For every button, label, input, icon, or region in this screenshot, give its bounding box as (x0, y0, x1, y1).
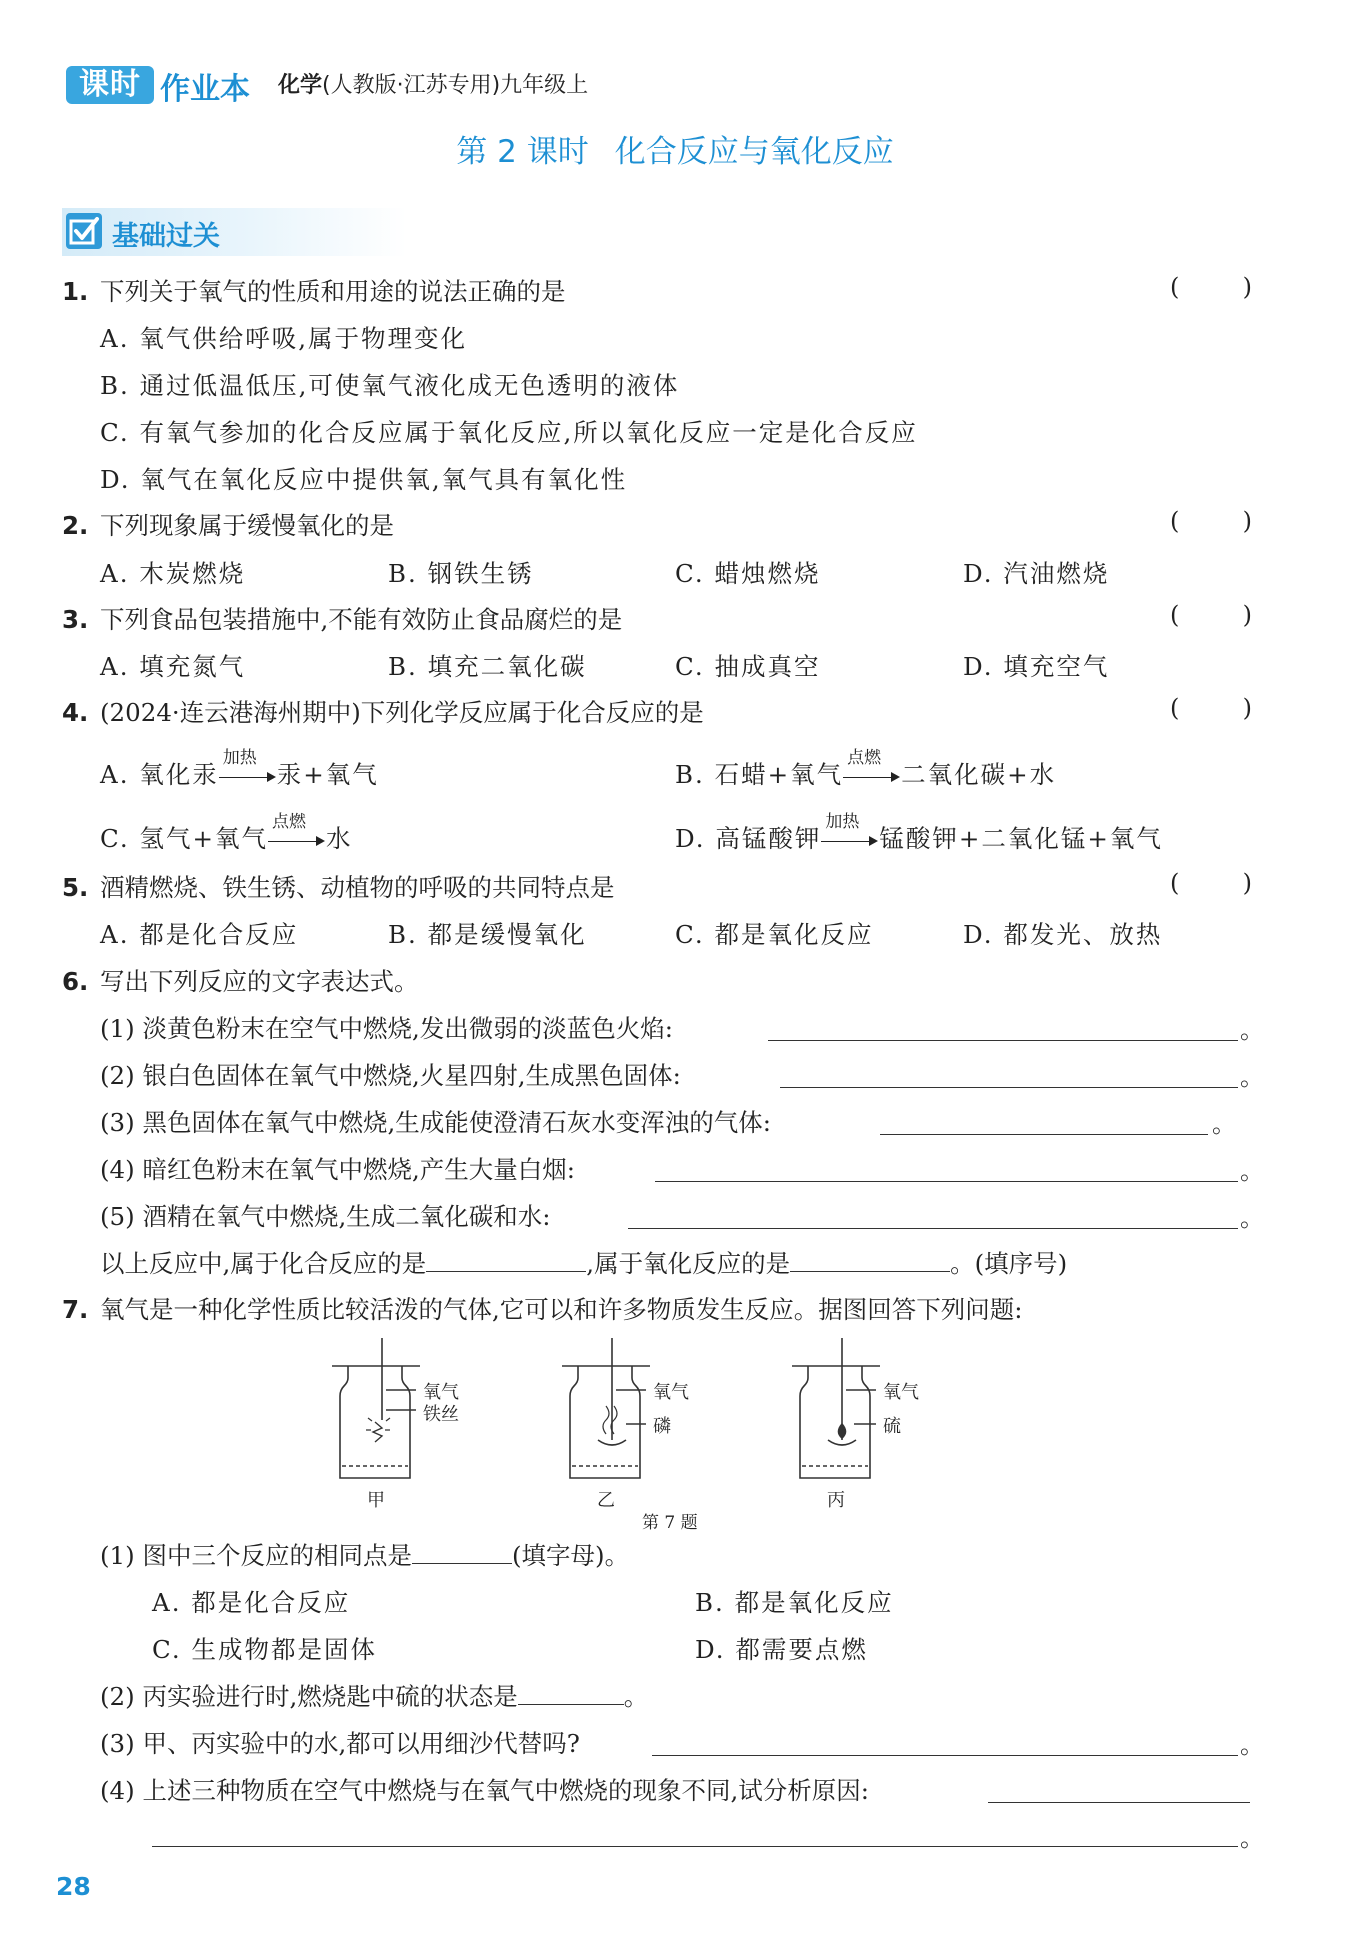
option-a: A. 都是化合反应 (152, 1588, 351, 1617)
gas-jar-iron (332, 1338, 420, 1478)
question-number: 3. (62, 605, 89, 634)
checkbox-check-icon (66, 213, 102, 249)
arrow-head-icon (891, 772, 900, 782)
option-d: D. 都需要点燃 (695, 1635, 868, 1664)
question-number: 5. (62, 873, 89, 902)
sub-question-tail: (填字母)。 (512, 1541, 630, 1570)
option-d: D. 都发光、放热 (963, 920, 1163, 949)
page-number: 28 (56, 1872, 91, 1901)
question-stem: 下列关于氧气的性质和用途的说法正确的是 (100, 277, 566, 306)
summary-text-oxidation: ,属于氧化反应的是 (586, 1249, 791, 1278)
gas-jar-sulfur (792, 1338, 880, 1478)
question-stem: (2024·连云港海州期中)下列化学反应属于化合反应的是 (100, 698, 704, 727)
option-a: A. 填充氮气 (100, 652, 246, 681)
lesson-name: 化合反应与氧化反应 (614, 134, 894, 170)
product: 水 (325, 824, 353, 853)
question-stem: 下列食品包装措施中,不能有效防止食品腐烂的是 (100, 605, 623, 634)
product: 汞+氧气 (276, 760, 379, 789)
answer-blank[interactable] (152, 1846, 1238, 1847)
answer-blank[interactable] (412, 1541, 512, 1564)
option-b: B. 填充二氧化碳 (388, 652, 587, 681)
period: 。 (1240, 1016, 1264, 1044)
sub-question-2: (2) 银白色固体在氧气中燃烧,火星四射,生成黑色固体: (100, 1061, 681, 1090)
summary-text-combination: 以上反应中,属于化合反应的是 (100, 1249, 427, 1278)
lesson-number: 第 2 课时 (456, 134, 589, 170)
option-c: C. 有氧气参加的化合反应属于氧化反应,所以氧化反应一定是化合反应 (100, 418, 918, 447)
brand-name: 作业本 (160, 72, 250, 107)
answer-blank[interactable] (628, 1228, 1238, 1229)
option-a (100, 747, 379, 791)
option-b: B. 通过低温低压,可使氧气液化成无色透明的液体 (100, 371, 680, 400)
period: 。 (1212, 1110, 1236, 1138)
period: 。 (1240, 1824, 1264, 1852)
question-1 (62, 273, 566, 308)
sub-question-1: (1) 淡黄色粉末在空气中燃烧,发出微弱的淡蓝色火焰: (100, 1014, 674, 1043)
answer-blank[interactable] (988, 1802, 1250, 1803)
arrow-head-icon (869, 836, 878, 846)
summary-text-tail: 。(填序号) (950, 1249, 1068, 1278)
option-b: B. 都是缓慢氧化 (388, 920, 587, 949)
question-number: 1. (62, 277, 89, 306)
option-b (675, 747, 1057, 791)
bracket-left: ( (1170, 694, 1180, 722)
answer-bracket[interactable] (1170, 869, 1252, 897)
period: 。 (623, 1682, 649, 1711)
question-6 (62, 963, 419, 998)
period: 。 (1240, 1157, 1264, 1185)
answer-blank[interactable] (768, 1040, 1238, 1041)
sub-question-3: (3) 甲、丙实验中的水,都可以用细沙代替吗? (100, 1729, 580, 1758)
sub-question-2 (100, 1678, 648, 1713)
product: 二氧化碳+水 (901, 760, 1057, 789)
sub-question-4: (4) 暗红色粉末在氧气中燃烧,产生大量白烟: (100, 1155, 576, 1184)
option-c: C. 生成物都是固体 (152, 1635, 377, 1664)
answer-bracket[interactable] (1170, 601, 1252, 629)
book-info (278, 68, 588, 99)
jar-label: 丙 (827, 1490, 845, 1511)
jar-label: 乙 (597, 1490, 615, 1511)
question-number: 2. (62, 511, 89, 540)
option-b: B. 钢铁生锈 (388, 559, 534, 588)
reaction-arrow (843, 747, 901, 787)
gas-label: 氧气 (423, 1382, 459, 1403)
experiment-figure (320, 1330, 1040, 1533)
jar-label: 甲 (367, 1490, 385, 1511)
substance-label: 铁丝 (423, 1404, 459, 1425)
reaction-condition: 点燃 (271, 811, 306, 832)
answer-blank[interactable] (880, 1134, 1208, 1135)
reactant: D. 高锰酸钾 (675, 824, 822, 853)
bracket-left: ( (1170, 601, 1180, 629)
answer-bracket[interactable] (1170, 507, 1252, 535)
reactant: B. 石蜡+氧气 (675, 760, 844, 789)
figure-caption: 第 7 题 (642, 1513, 698, 1533)
bracket-left: ( (1170, 869, 1180, 897)
sub-question-5: (5) 酒精在氧气中燃烧,生成二氧化碳和水: (100, 1202, 551, 1231)
brand-logo: 课时 (66, 66, 154, 104)
option-c: C. 都是氧化反应 (675, 920, 874, 949)
sub-question-4: (4) 上述三种物质在空气中燃烧与在氧气中燃烧的现象不同,试分析原因: (100, 1776, 870, 1805)
question-number: 7. (62, 1295, 89, 1324)
option-d (675, 811, 1163, 855)
bracket-left: ( (1170, 507, 1180, 535)
answer-blank[interactable] (655, 1181, 1238, 1182)
substance-label: 磷 (653, 1416, 671, 1437)
reaction-condition: 加热 (825, 811, 860, 832)
sub-question-text: (2) 丙实验进行时,燃烧匙中硫的状态是 (100, 1682, 518, 1711)
substance-label: 硫 (883, 1416, 901, 1437)
question-5 (62, 869, 615, 904)
question-2 (62, 507, 394, 542)
option-d: D. 汽油燃烧 (963, 559, 1110, 588)
bracket-right: ) (1242, 869, 1252, 897)
option-a: A. 木炭燃烧 (100, 559, 246, 588)
bracket-right: ) (1242, 694, 1252, 722)
bracket-right: ) (1242, 507, 1252, 535)
bracket-left: ( (1170, 273, 1180, 301)
lesson-title (0, 126, 1350, 171)
question-number: 4. (62, 698, 89, 727)
bracket-right: ) (1242, 273, 1252, 301)
summary-line (100, 1245, 1067, 1280)
answer-bracket[interactable] (1170, 273, 1252, 301)
option-d: D. 填充空气 (963, 652, 1110, 681)
question-4 (62, 694, 704, 729)
answer-bracket[interactable] (1170, 694, 1252, 722)
option-c (100, 811, 353, 855)
answer-blank[interactable] (426, 1249, 586, 1272)
answer-blank[interactable] (518, 1682, 624, 1705)
period: 。 (1240, 1063, 1264, 1091)
answer-blank[interactable] (652, 1755, 1238, 1756)
option-d: D. 氧气在氧化反应中提供氧,氧气具有氧化性 (100, 465, 628, 494)
question-stem: 酒精燃烧、铁生锈、动植物的呼吸的共同特点是 (100, 873, 615, 902)
option-b: B. 都是氧化反应 (695, 1588, 894, 1617)
edition-label: (人教版·江苏专用)九年级上 (322, 73, 589, 98)
arrow-head-icon (267, 772, 276, 782)
question-stem: 下列现象属于缓慢氧化的是 (100, 511, 394, 540)
option-a: A. 都是化合反应 (100, 920, 299, 949)
gas-label: 氧气 (653, 1382, 689, 1403)
period: 。 (1240, 1731, 1264, 1759)
question-stem: 写出下列反应的文字表达式。 (100, 967, 419, 996)
sub-question-1 (100, 1537, 629, 1572)
reaction-arrow (268, 811, 326, 851)
arrow-head-icon (316, 836, 325, 846)
subject-label: 化学 (278, 73, 323, 98)
sub-question-3: (3) 黑色固体在氧气中燃烧,生成能使澄清石灰水变浑浊的气体: (100, 1108, 772, 1137)
gas-jar-phosphorus (562, 1338, 650, 1478)
answer-blank[interactable] (780, 1087, 1238, 1088)
question-7 (62, 1291, 1023, 1326)
sub-question-text: (1) 图中三个反应的相同点是 (100, 1541, 412, 1570)
reactant: A. 氧化汞 (100, 760, 219, 789)
question-stem: 氧气是一种化学性质比较活泼的气体,它可以和许多物质发生反应。据图回答下列问题: (100, 1295, 1023, 1324)
question-number: 6. (62, 967, 89, 996)
product: 锰酸钾+二氧化锰+氧气 (879, 824, 1163, 853)
option-c: C. 抽成真空 (675, 652, 821, 681)
reactant: C. 氢气+氧气 (100, 824, 268, 853)
period: 。 (1240, 1204, 1264, 1232)
bracket-right: ) (1242, 601, 1252, 629)
reaction-arrow (821, 811, 879, 851)
option-a: A. 氧气供给呼吸,属于物理变化 (100, 324, 468, 353)
question-3 (62, 601, 622, 636)
answer-blank[interactable] (790, 1249, 950, 1272)
reaction-condition: 加热 (222, 747, 257, 768)
gas-label: 氧气 (883, 1382, 919, 1403)
reaction-arrow (219, 747, 277, 787)
reaction-condition: 点燃 (847, 747, 882, 768)
option-c: C. 蜡烛燃烧 (675, 559, 821, 588)
section-title: 基础过关 (112, 221, 220, 252)
